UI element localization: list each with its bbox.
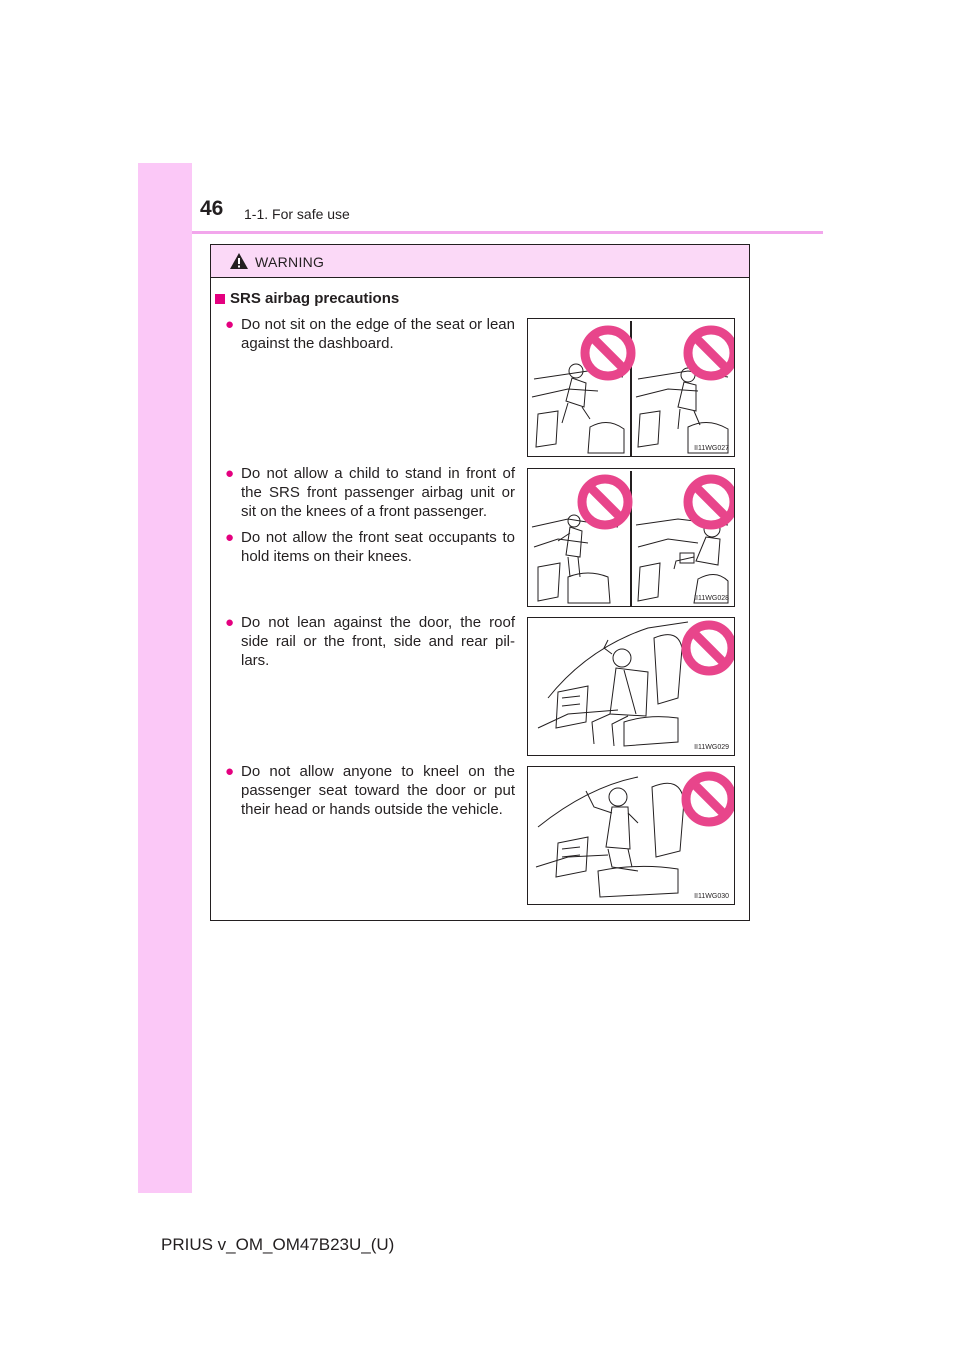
warning-label: WARNING xyxy=(255,254,325,270)
prohibition-icon xyxy=(582,479,628,525)
list-item xyxy=(225,762,515,819)
list-item-text: Do not sit on the edge of the seat or lean against the dashboard. xyxy=(241,316,515,352)
bullet-icon: ● xyxy=(225,529,235,546)
figure-code: II11WG029 xyxy=(694,744,729,751)
bullet-icon: ● xyxy=(225,316,235,333)
prohibition-icon xyxy=(686,625,732,671)
header-rule xyxy=(192,231,823,234)
illustration-leaning-on-door xyxy=(527,617,735,756)
illustration-child-and-knees xyxy=(527,468,735,607)
figure-code: II11WG030 xyxy=(694,893,729,900)
section-heading: SRS airbag precautions xyxy=(215,290,399,308)
list-item-text: Do not lean against the door, the roof side rail or the front, side and rear pil-lars. xyxy=(241,614,515,669)
list-item xyxy=(225,464,515,521)
prohibition-icon xyxy=(585,330,631,376)
document-id: PRIUS v_OM_OM47B23U_(U) xyxy=(161,1235,395,1254)
illustration-kneeling-on-seat xyxy=(527,766,735,905)
list-item xyxy=(225,613,515,670)
list-item-text: Do not allow anyone to kneel on the passenger seat toward the door or put their head or hands outside the vehicle. xyxy=(241,763,515,818)
prohibition-icon xyxy=(688,330,734,376)
section-title: 1-1. For safe use xyxy=(244,206,350,222)
prohibition-icon xyxy=(688,479,734,525)
warning-header xyxy=(211,245,749,278)
page-number: 46 xyxy=(200,197,224,220)
bullet-icon: ● xyxy=(225,465,235,482)
figure-code: II11WG028 xyxy=(694,595,729,602)
prohibition-icon xyxy=(686,776,732,822)
list-item-text: Do not allow a child to stand in front of the SRS front passenger airbag unit or sit on the knees of a front passenger. xyxy=(241,465,515,520)
figure-code: II11WG027 xyxy=(694,445,729,452)
warning-triangle-icon xyxy=(229,252,249,270)
bullet-icon: ● xyxy=(225,614,235,631)
list-item xyxy=(225,528,515,566)
warning-box xyxy=(210,244,750,921)
list-item-text: Do not allow the front seat occupants to hold items on their knees. xyxy=(241,529,515,565)
side-margin-band xyxy=(138,163,192,1193)
bullet-icon: ● xyxy=(225,763,235,780)
list-item xyxy=(225,315,515,353)
illustration-sitting-on-seat-edge xyxy=(527,318,735,457)
square-bullet-icon xyxy=(215,294,225,304)
